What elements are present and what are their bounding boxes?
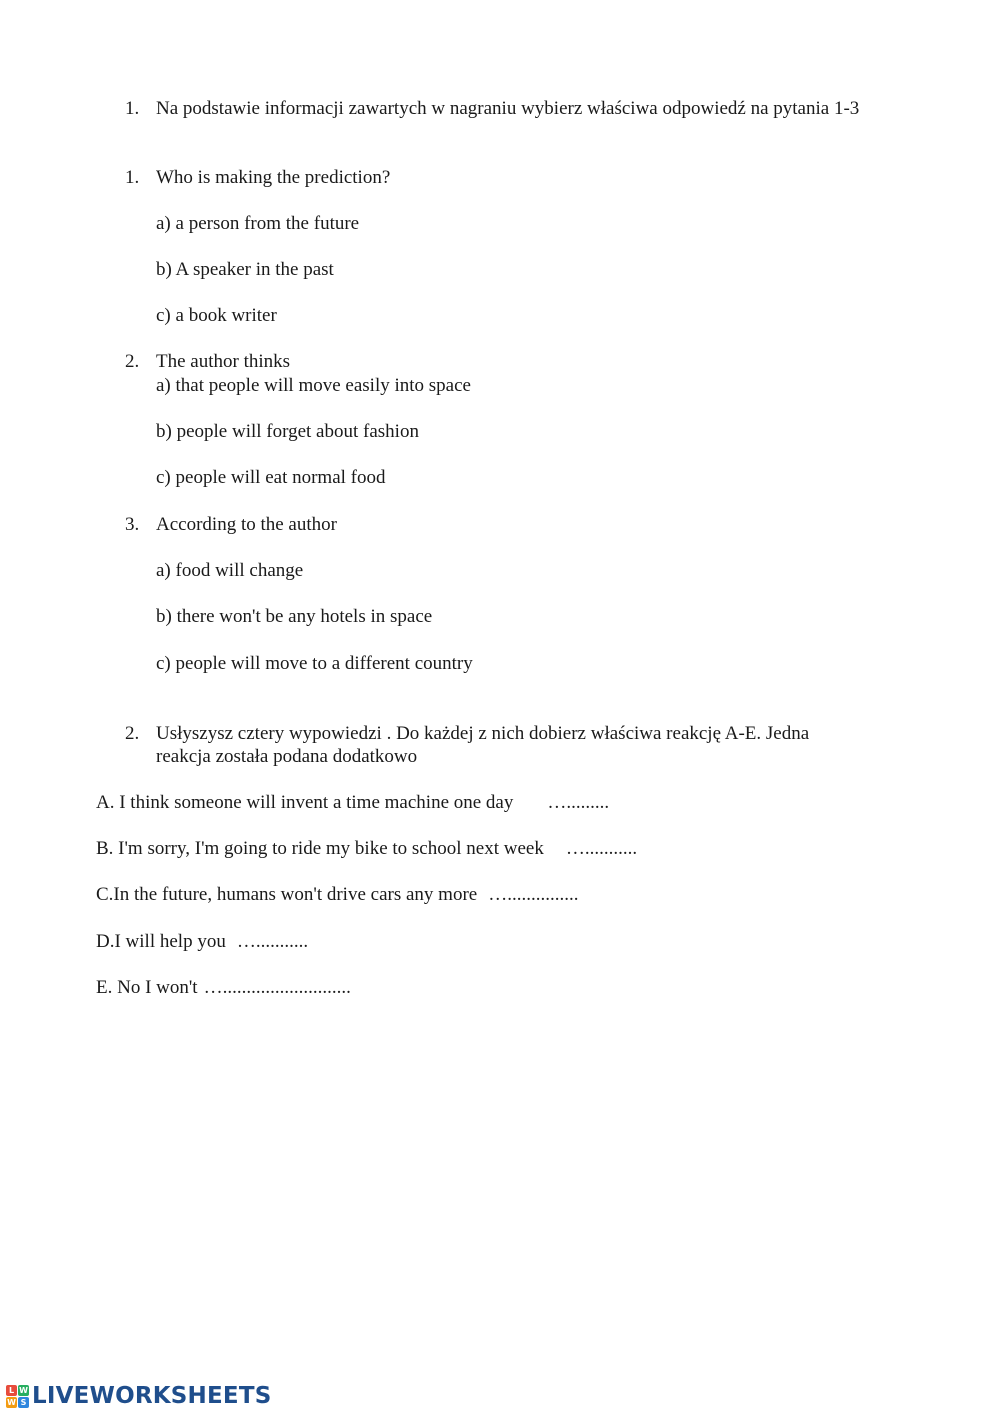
question-3-option-a[interactable]: a) food will change (156, 560, 304, 581)
logo-mark-tile: S (18, 1397, 29, 1408)
logo-text: LIVEWORKSHEETS (32, 1383, 272, 1409)
question-2-text: The author thinks (156, 351, 291, 372)
logo-mark-icon (6, 1385, 29, 1408)
reaction-c-text: C.In the future, humans won't drive cars any more (96, 884, 478, 905)
question-3-number: 3. (125, 514, 140, 535)
reaction-a-text: A. I think someone will invent a time machine one day (96, 792, 514, 813)
question-1-option-a[interactable]: a) a person from the future (156, 213, 360, 234)
section1-number: 1. (125, 98, 140, 119)
reaction-e (96, 976, 351, 999)
reaction-a-answer-blank[interactable]: …......... (547, 792, 610, 813)
reaction-a (96, 791, 609, 814)
reaction-b (96, 837, 637, 860)
reaction-d (96, 930, 308, 953)
reaction-c-answer-blank[interactable]: …............... (488, 884, 579, 905)
question-3-option-c[interactable]: c) people will move to a different country (156, 653, 473, 674)
reaction-e-text: E. No I won't (96, 977, 198, 998)
reaction-d-answer-blank[interactable]: …........... (236, 931, 309, 952)
question-3-text: According to the author (156, 514, 337, 535)
logo-mark-tile: W (19, 1385, 28, 1395)
section2-instruction-line2: reakcja została podana dodatkowo (156, 746, 418, 767)
reaction-c (96, 883, 578, 906)
question-1-option-b[interactable]: b) A speaker in the past (156, 259, 334, 280)
reaction-b-answer-blank[interactable]: …........... (565, 838, 638, 859)
section2-instruction-line1: Usłyszysz cztery wypowiedzi . Do każdej z nich dobierz właściwa reakcję A-E. Jedna (156, 723, 810, 744)
question-1-text: Who is making the prediction? (156, 167, 391, 188)
reaction-b-text: B. I'm sorry, I'm going to ride my bike to school next week (96, 838, 544, 859)
question-1-number: 1. (125, 167, 140, 188)
question-2-option-a[interactable]: a) that people will move easily into space (156, 375, 471, 396)
question-2-number: 2. (125, 351, 140, 372)
section1-instruction: Na podstawie informacji zawartych w nagraniu wybierz właściwa odpowiedź na pytania 1-3 (156, 98, 860, 119)
section2-number: 2. (125, 723, 140, 744)
liveworksheets-logo[interactable] (6, 1382, 271, 1410)
question-2-option-b[interactable]: b) people will forget about fashion (156, 421, 419, 442)
logo-mark-tile: L (6, 1385, 17, 1396)
question-1-option-c[interactable]: c) a book writer (156, 305, 277, 326)
question-3-option-b[interactable]: b) there won't be any hotels in space (156, 606, 433, 627)
reaction-d-text: D.I will help you (96, 931, 226, 952)
question-2-option-c[interactable]: c) people will eat normal food (156, 467, 386, 488)
reaction-e-answer-blank[interactable]: …........................... (203, 977, 351, 998)
logo-mark-tile: W (7, 1397, 16, 1407)
